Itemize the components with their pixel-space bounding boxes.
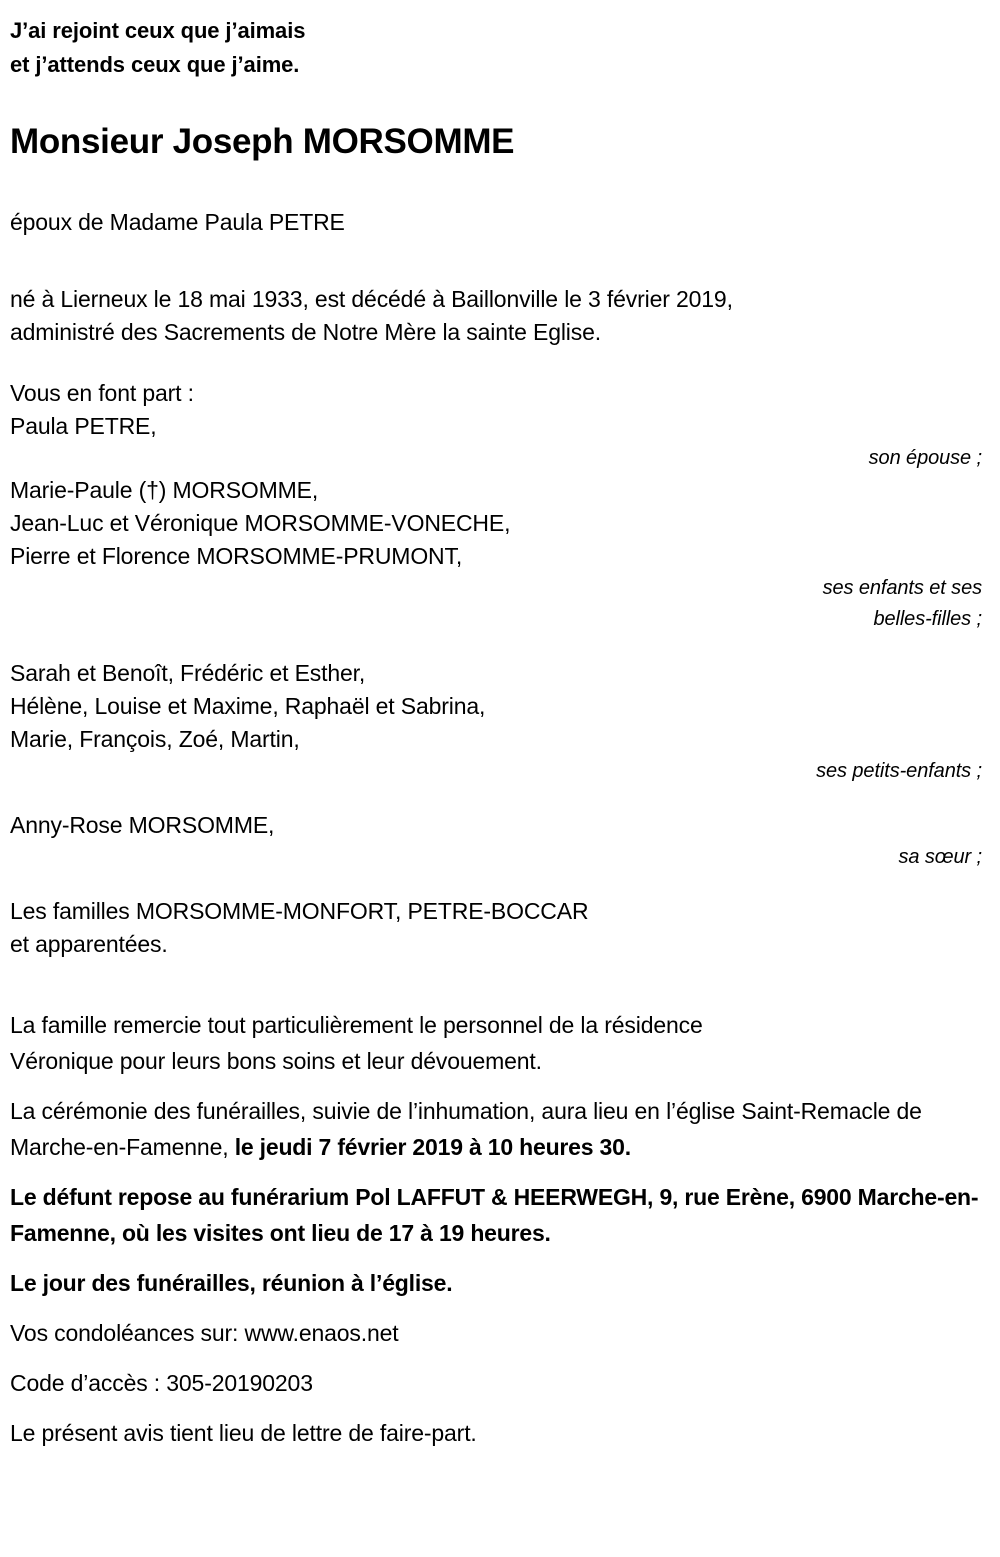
child-name-3: Pierre et Florence MORSOMME-PRUMONT, xyxy=(10,543,463,569)
announcer-spouse-name: Paula PETRE, xyxy=(10,413,157,439)
birth-death-info xyxy=(10,283,990,349)
thanks-paragraph xyxy=(10,1007,990,1079)
reunion-paragraph: Le jour des funérailles, réunion à l’église. xyxy=(10,1270,453,1296)
spouse-of-line: époux de Madame Paula PETRE xyxy=(10,209,345,235)
relation-sister-line-1: sa sœur ; xyxy=(898,846,982,868)
child-name-2: Jean-Luc et Véronique MORSOMME-VONECHE, xyxy=(10,510,511,536)
relation-children-line-2: belles-filles ; xyxy=(873,608,982,630)
ceremony-text: La cérémonie des funérailles, suivie de l’inhumation, aura lieu en l’église Saint-Remacle de Marche-en-Famenne, xyxy=(10,1098,922,1160)
grandchild-name-3: Marie, François, Zoé, Martin, xyxy=(10,726,300,752)
relation-label-sister xyxy=(10,842,990,873)
thanks-line-2: Véronique pour leurs bons soins et leur dévouement. xyxy=(10,1048,542,1074)
funerarium-paragraph: Le défunt repose au funérarium Pol LAFFUT & HEERWEGH, 9, rue Erène, 6900 Marche-en-Famenne, où les visites ont lieu de 17 à 19 heures. xyxy=(10,1184,979,1246)
closing-section xyxy=(10,1007,990,1301)
relation-spouse-line-1: son épouse ; xyxy=(868,447,982,469)
ceremony-datetime: le jeudi 7 février 2019 à 10 heures 30. xyxy=(234,1134,631,1160)
announcement-intro-block xyxy=(10,377,990,443)
ceremony-paragraph xyxy=(10,1093,990,1165)
sister-name-1: Anny-Rose MORSOMME, xyxy=(10,812,275,838)
child-name-1: Marie-Paule (†) MORSOMME, xyxy=(10,477,319,503)
grandchildren-names xyxy=(10,657,990,756)
thanks-line-1: La famille remercie tout particulièrement le personnel de la résidence xyxy=(10,1012,703,1038)
epigraph-line-2: et j’attends ceux que j’aime. xyxy=(10,52,300,77)
related-families-line-2: et apparentées. xyxy=(10,931,168,957)
relation-label-grandchildren xyxy=(10,756,990,787)
family-list xyxy=(10,474,990,873)
related-families xyxy=(10,895,990,961)
relation-children-line-1: ses enfants et ses xyxy=(822,577,982,599)
children-names xyxy=(10,474,990,573)
epigraph-line-1: J’ai rejoint ceux que j’aimais xyxy=(10,18,306,43)
related-families-line-1: Les familles MORSOMME-MONFORT, PETRE-BOCCAR xyxy=(10,898,589,924)
access-code-line: Code d’accès : 305-20190203 xyxy=(10,1370,313,1396)
birth-death-line-1: né à Lierneux le 18 mai 1933, est décédé à Baillonville le 3 février 2019, xyxy=(10,286,733,312)
birth-death-line-2: administré des Sacrements de Notre Mère la sainte Eglise. xyxy=(10,319,602,345)
grandchild-name-2: Hélène, Louise et Maxime, Raphaël et Sabrina, xyxy=(10,693,486,719)
epigraph xyxy=(10,14,990,82)
deceased-name: Monsieur Joseph MORSOMME xyxy=(10,122,515,161)
footer-section xyxy=(10,1315,990,1451)
legal-notice-line: Le présent avis tient lieu de lettre de faire-part. xyxy=(10,1420,477,1446)
family-entry-children xyxy=(10,474,990,635)
relation-grandchildren-line-1: ses petits-enfants ; xyxy=(816,760,982,782)
condolences-line[interactable]: Vos condoléances sur: www.enaos.net xyxy=(10,1320,399,1346)
family-entry-grandchildren xyxy=(10,657,990,787)
family-entry-sister xyxy=(10,809,990,873)
relation-label-children xyxy=(10,573,990,635)
sister-names xyxy=(10,809,990,842)
grandchild-name-1: Sarah et Benoît, Frédéric et Esther, xyxy=(10,660,366,686)
relation-label-spouse xyxy=(10,443,990,474)
announcement-intro: Vous en font part : xyxy=(10,380,194,406)
